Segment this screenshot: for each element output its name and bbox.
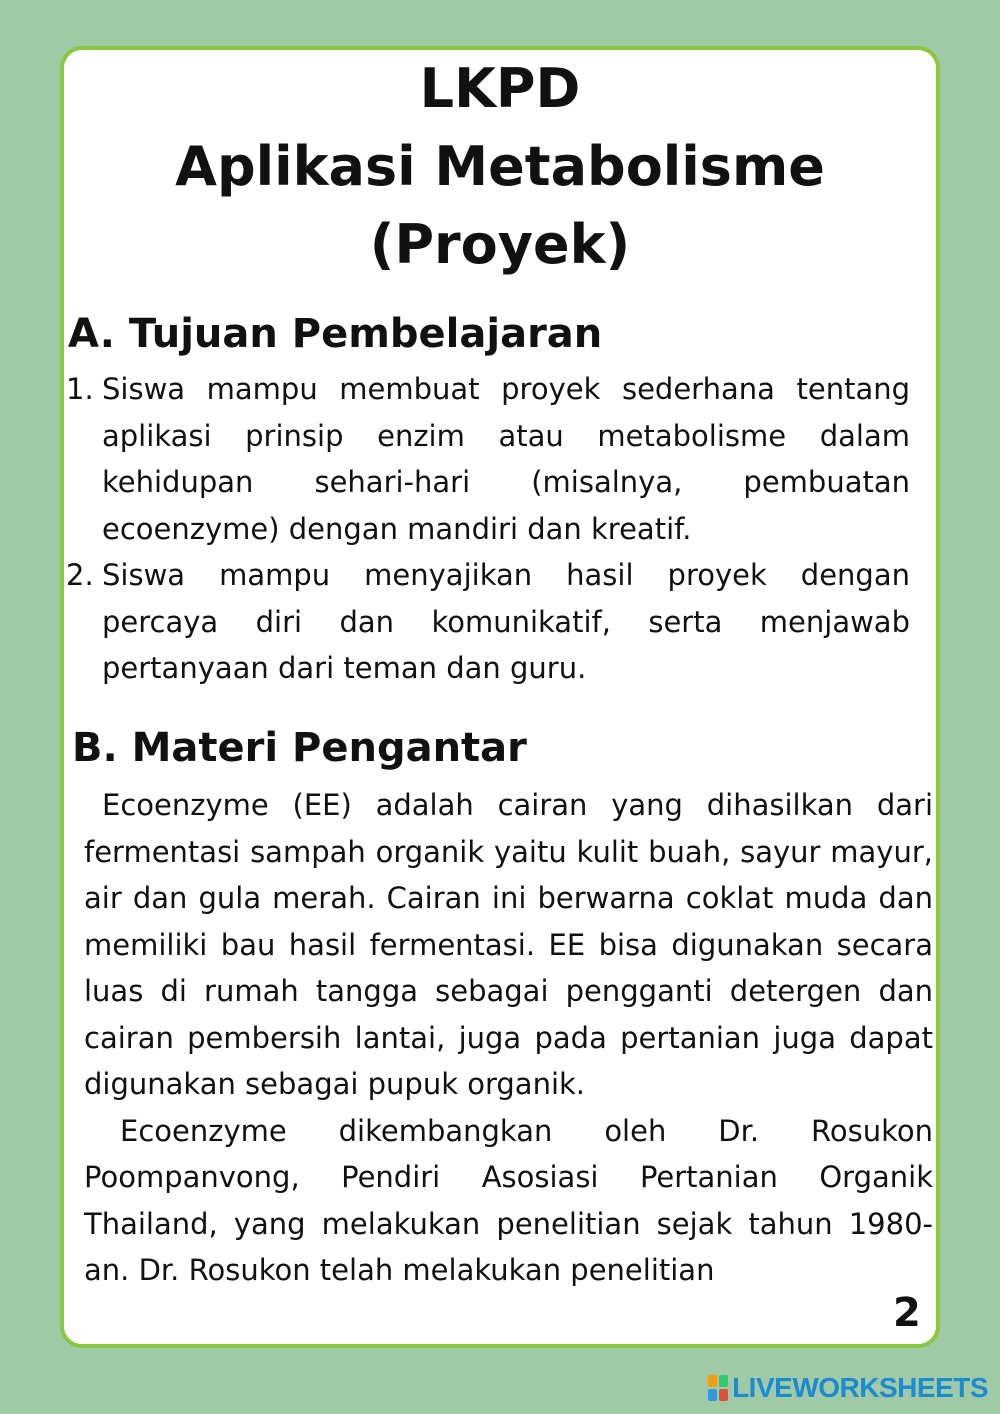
liveworksheets-logo-icon [708,1375,728,1401]
title-line-3: (Proyek) [369,213,631,276]
page-title [60,50,940,284]
list-item [66,366,910,552]
watermark-text: LIVEWORKSHEETS [732,1372,988,1403]
title-line-2: Aplikasi Metabolisme [175,135,825,198]
list-item [66,552,910,692]
page-number: 2 [893,1290,921,1336]
paragraph: Ecoenzyme (EE) adalah cairan yang dihasilkan dari fermentasi sampah organik yaitu kulit buah, sayur mayur, air dan gula merah. Cairan ini berwarna coklat muda dan memiliki bau hasil fermentasi. EE bisa digunakan secara luas di rumah tangga sebagai pengganti detergen dan cairan pembersih lantai, juga pada pertanian juga dapat digunakan sebagai pupuk organik. [84,788,933,1101]
list-item-text: Siswa mampu menyajikan hasil proyek dengan percaya diri dan komunikatif, serta menjawab pertanyaan dari teman dan guru. [102,558,910,685]
section-b-heading: B. Materi Pengantar [72,725,527,771]
section-a-heading: A. Tujuan Pembelajaran [68,311,603,357]
list-item-number: 2. [66,558,94,592]
intro-material [84,782,933,1294]
liveworksheets-watermark[interactable] [708,1372,988,1404]
list-item-text: Siswa mampu membuat proyek sederhana tentang aplikasi prinsip enzim atau metabolisme dalam kehidupan sehari-hari (misalnya, pembuatan ecoenzyme) dengan mandiri dan kreatif. [102,372,910,546]
paragraph: Ecoenzyme dikembangkan oleh Dr. Rosukon Poompanvong, Pendiri Asosiasi Pertanian Organik Thailand, yang melakukan penelitian sejak tahun 1980-an. Dr. Rosukon telah melakukan penelitian [84,1113,933,1287]
list-item-number: 1. [66,372,94,406]
learning-goals-list [66,366,910,692]
title-line-1: LKPD [419,57,581,120]
